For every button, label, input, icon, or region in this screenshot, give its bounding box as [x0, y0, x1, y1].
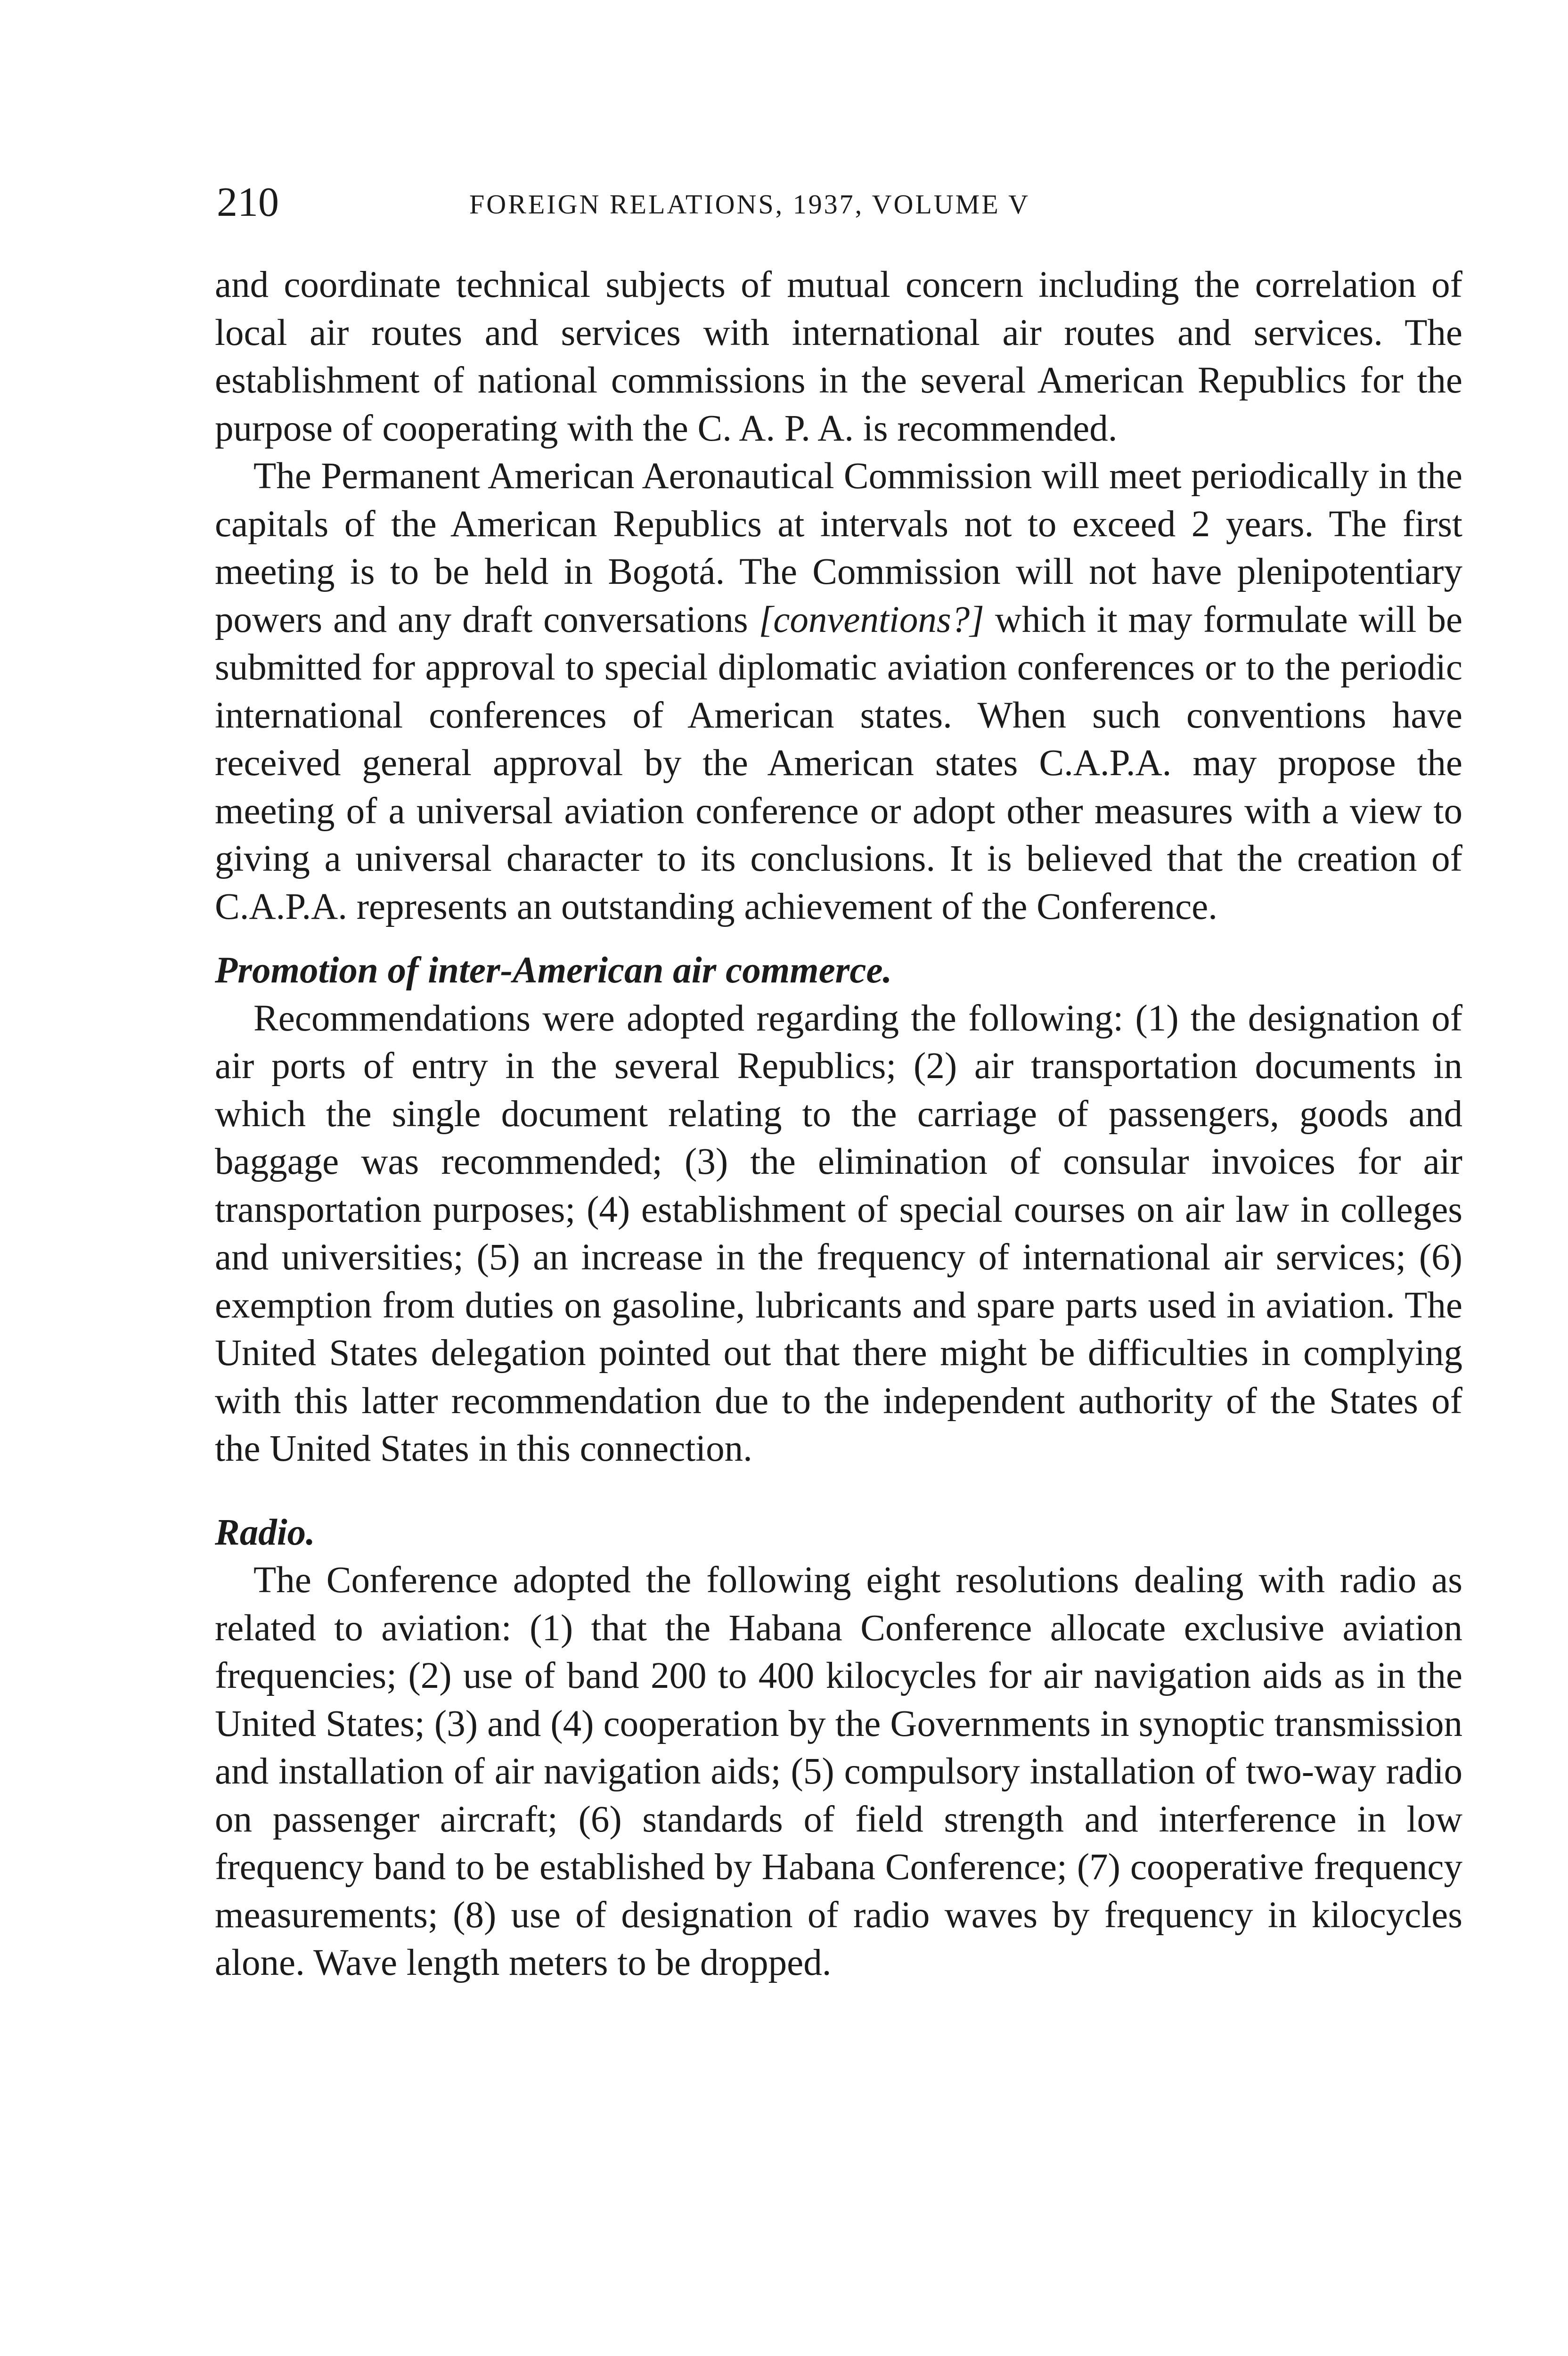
paragraph-recommendations: Recommendations were adopted regarding the following: (1) the designation of air ports of entry in the several Republics; (2) air transportation documents in which the single document relating to the carriage of passengers, goods and baggage was recommended; (3) the elimination of consular invoices for air transportation purposes; (4) establishment of special courses on air law in colleges and universities; (5) an increase in the frequency of international air services; (6) exemption from duties on gasoline, lubricants and spare parts used in aviation. The United States delegation pointed out that there might be difficulties in complying with this latter recommendation due to the independent authority of the States of the United States in this connection.	[215, 998, 1462, 1469]
text-body	[215, 261, 1462, 1987]
heading-promotion: Promotion of inter-American air commerce.	[215, 950, 892, 991]
document-page	[215, 179, 1462, 1987]
paragraph-radio-resolutions: The Conference adopted the following eight resolutions dealing with radio as related to aviation: (1) that the Habana Conference allocate exclusive aviation frequencies; (2) use of band 200 to 400 kilocycles for air navigation aids as in the United States; (3) and (4) cooperation by the Governments in synoptic transmission and installation of air navigation aids; (5) compulsory installation of two-way radio on passenger aircraft; (6) standards of field strength and interference in low frequency band to be established by Habana Conference; (7) cooperative frequency measurements; (8) use of designation of radio waves by frequency in kilocycles alone. Wave length meters to be dropped.	[215, 1560, 1462, 1983]
paragraph-text: The Permanent American Aeronautical Commission will meet periodically in the capitals of the American Republics at intervals not to exceed 2 years. The first meeting is to be held in Bogotá. The Commission will not have plenipotentiary powers and any draft conversations	[215, 456, 1462, 640]
running-head	[215, 179, 1462, 245]
running-head-title: FOREIGN RELATIONS, 1937, VOLUME V	[469, 189, 1030, 220]
editorial-note: [conventions?]	[759, 599, 984, 640]
heading-radio: Radio.	[215, 1512, 315, 1553]
paragraph-capa-commissions: and coordinate technical subjects of mutual concern including the correlation of local air routes and services with international air routes and services. The establishment of national commissions in the several American Republics for the purpose of cooperating with the C. A. P. A. is recommended.	[215, 264, 1462, 449]
paragraph-permanent-commission	[215, 452, 1462, 931]
page-number: 210	[217, 180, 279, 225]
paragraph-text: which it may formulate will be submitted for approval to special diplomatic aviation conferences or to the periodic international conferences of American states. When such conventions have received general approval by the American states C.A.P.A. may propose the meeting of a universal aviation conference or adopt other measures with a view to giving a universal character to its conclusions. It is believed that the creation of C.A.P.A. represents an outstanding achievement of the Conference.	[215, 599, 1463, 927]
